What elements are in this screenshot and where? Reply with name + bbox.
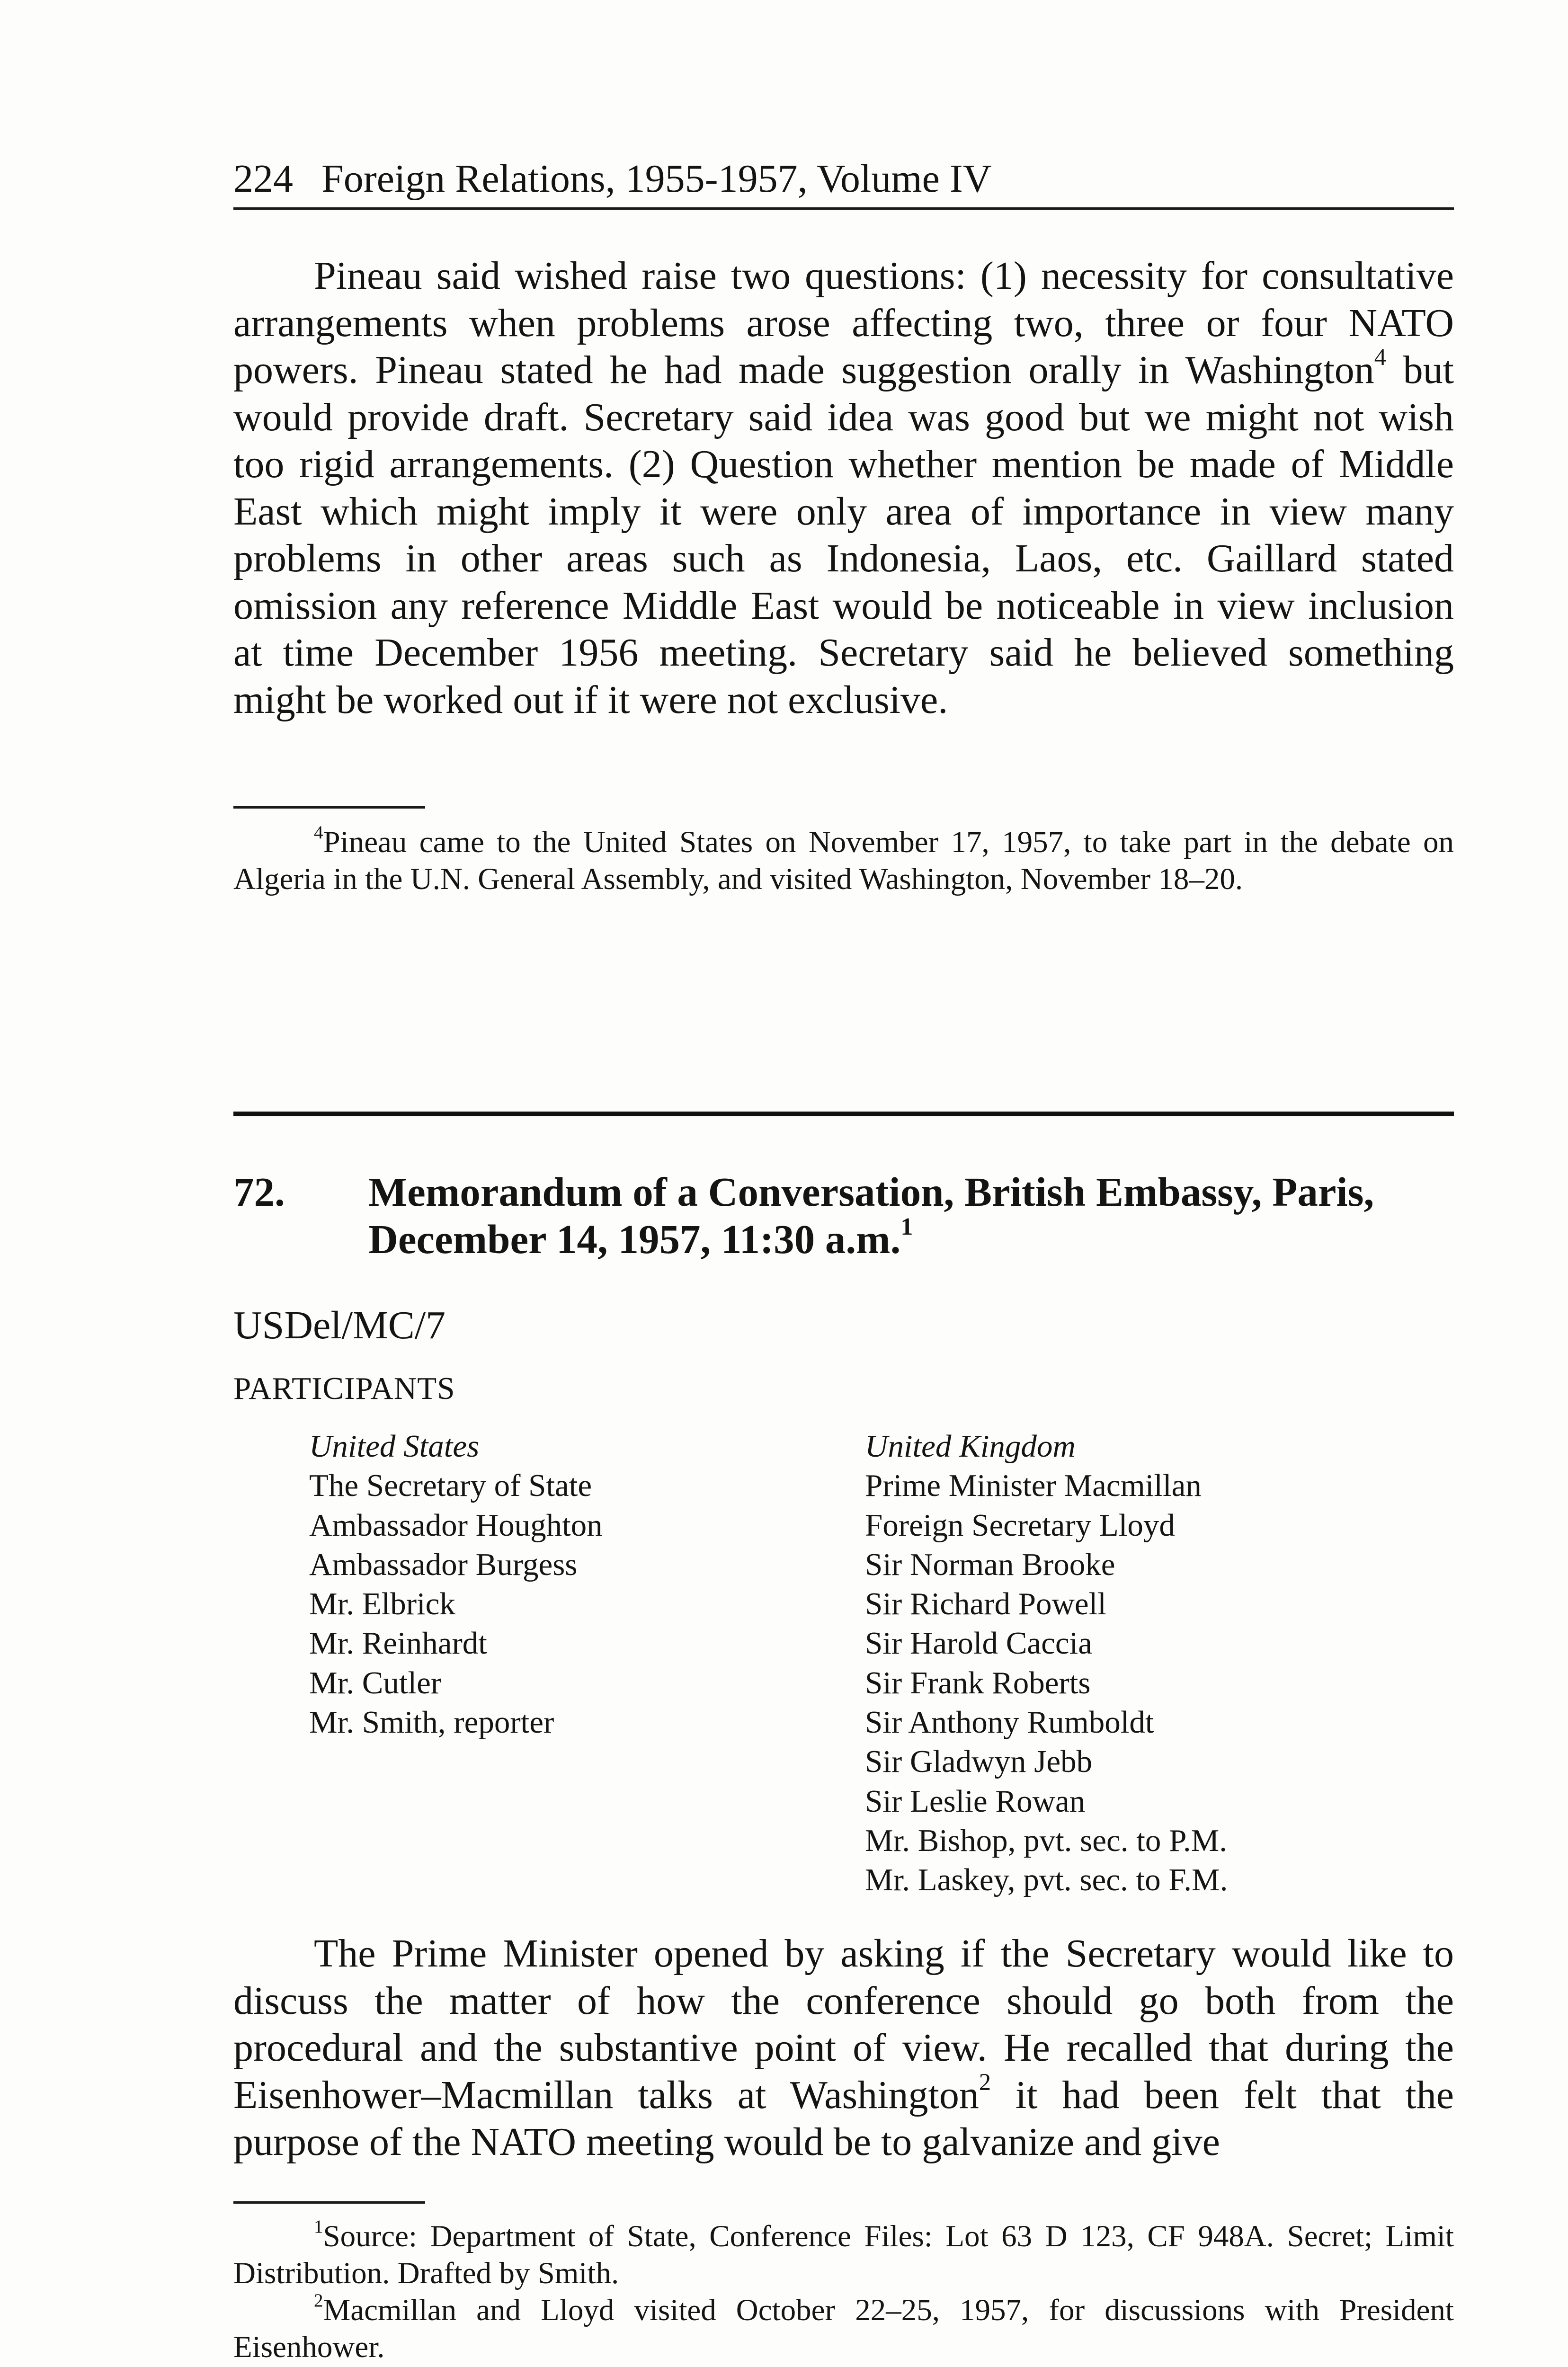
footnote-text: Macmillan and Lloyd visited October 22–25, 1957, for discussions with President Eisenhower.	[233, 2293, 1454, 2364]
paragraph-text: but would provide draft. Secretary said idea was good but we might not wish too rigid arrangements. (2) Question whether mention be made of Middle East which might imply it were only area of importance in view many problems in other areas such as Indonesia, Laos, etc. Gaillard stated omission any reference Middle East would be noticeable in view inclusion at time December 1956 meeting. Secretary said he believed something might be worked out if it were not exclusive.	[233, 348, 1454, 722]
participants-uk	[865, 1427, 1228, 1900]
participant: Mr. Laskey, pvt. sec. to F.M.	[865, 1862, 1228, 1898]
participant: Sir Gladwyn Jebb	[865, 1744, 1093, 1780]
document-number: 72.	[233, 1169, 285, 1215]
participant: Sir Norman Brooke	[865, 1547, 1115, 1582]
footnote-mark: 2	[314, 2290, 323, 2311]
continued-paragraph	[233, 252, 1454, 723]
page-number: 224	[233, 157, 293, 201]
main-section	[233, 1930, 1454, 2166]
document-title-text: Memorandum of a Conversation, British Embassy, Paris, December 14, 1957, 11:30 a.m.	[368, 1169, 1374, 1262]
document-title	[368, 1168, 1457, 1263]
footnote-1	[233, 2218, 1454, 2292]
footnote-text: Pineau came to the United States on November 17, 1957, to take part in the debate on Algeria in the U.N. General Assembly, and visited Washington, November 18–20.	[233, 825, 1454, 896]
paragraph-text: Pineau said wished raise two questions: (1) necessity for consultative arrangements when problems arose affecting two, three or four NATO powers. Pineau stated he had made suggestion orally in Washington	[233, 254, 1454, 392]
participant: Sir Richard Powell	[865, 1586, 1106, 1622]
footnote-reference: 2	[979, 2068, 991, 2095]
participants-label: PARTICIPANTS	[233, 1371, 455, 1406]
footnote-4-block	[233, 824, 1454, 898]
participant: Mr. Bishop, pvt. sec. to P.M.	[865, 1823, 1228, 1858]
paragraph-text: The Prime Minister opened by asking if the Secretary would like to discuss the matter of how the conference should go both from the procedural and the substantive point of view. He recalled that during the Eisenhower–Macmillan talks at Washington	[233, 1931, 1454, 2117]
document-separator	[233, 1112, 1454, 1116]
participant: Prime Minister Macmillan	[865, 1468, 1202, 1504]
participants-us-heading: United States	[309, 1429, 480, 1464]
participant: Sir Harold Caccia	[865, 1626, 1092, 1661]
participant: Ambassador Burgess	[309, 1547, 578, 1582]
paragraph-text: it had been felt that the purpose of the NATO meeting would be to galvanize and give	[233, 2073, 1454, 2164]
document-serial: USDel/MC/7	[233, 1303, 446, 1347]
footnote-mark: 4	[314, 822, 323, 843]
participant: Sir Anthony Rumboldt	[865, 1705, 1154, 1740]
participant: Foreign Secretary Lloyd	[865, 1507, 1175, 1543]
footnote-reference: 4	[1374, 344, 1386, 371]
running-head	[233, 151, 1454, 210]
footnote-divider	[233, 2201, 425, 2204]
participant: The Secretary of State	[309, 1468, 592, 1504]
participant: Sir Leslie Rowan	[865, 1783, 1086, 1819]
footnote-text: Source: Department of State, Conference Files: Lot 63 D 123, CF 948A. Secret; Limit Distribution. Drafted by Smith.	[233, 2219, 1454, 2290]
participant: Sir Frank Roberts	[865, 1665, 1091, 1700]
participant: Ambassador Houghton	[309, 1507, 603, 1543]
participants-uk-heading: United Kingdom	[865, 1429, 1076, 1464]
main-paragraph	[233, 1930, 1454, 2166]
footnote-reference: 1	[900, 1212, 913, 1240]
participant: Mr. Elbrick	[309, 1586, 455, 1622]
footnote-2	[233, 2292, 1454, 2366]
participant: Mr. Smith, reporter	[309, 1705, 554, 1740]
participant: Mr. Cutler	[309, 1665, 442, 1700]
continued-section	[233, 252, 1454, 723]
footnote-mark: 1	[314, 2216, 323, 2237]
footnotes-block	[233, 2218, 1454, 2366]
participant: Mr. Reinhardt	[309, 1626, 487, 1661]
footnote-4	[233, 824, 1454, 898]
running-head-title: Foreign Relations, 1955-1957, Volume IV	[321, 157, 992, 201]
participants-us	[309, 1427, 603, 1742]
footnote-divider	[233, 806, 425, 809]
